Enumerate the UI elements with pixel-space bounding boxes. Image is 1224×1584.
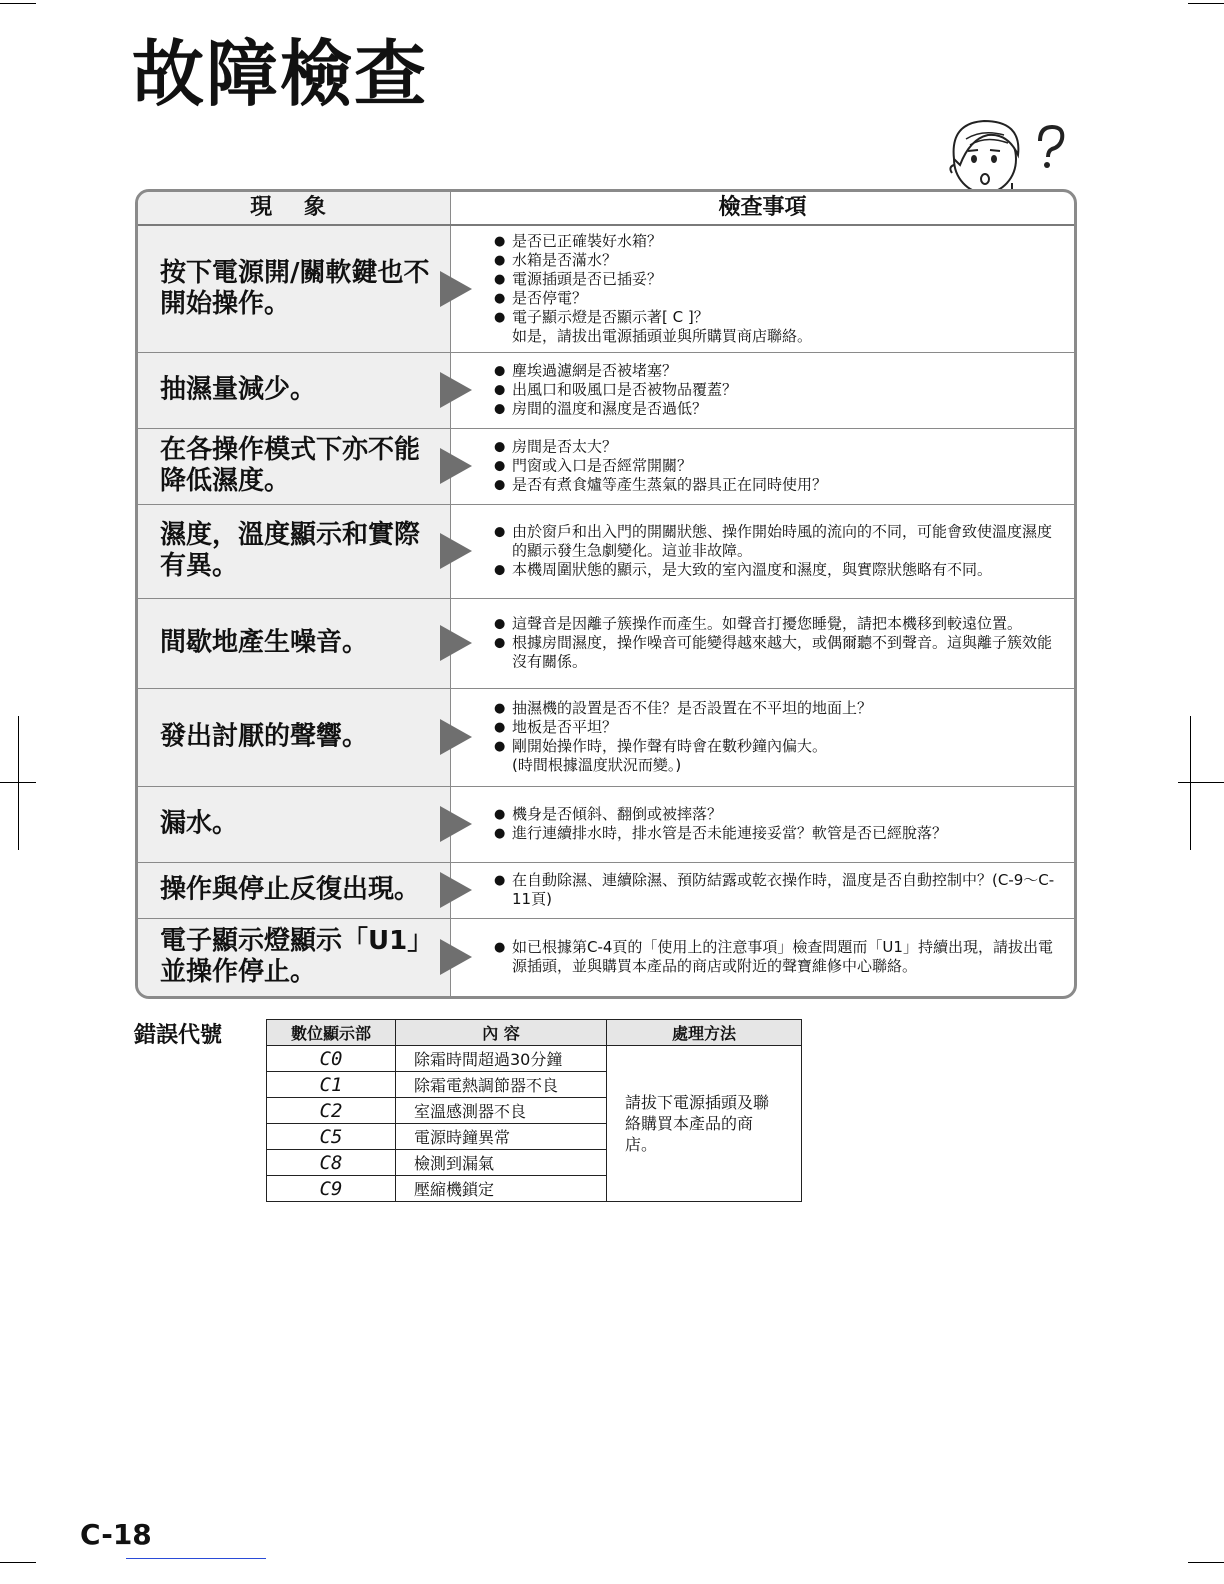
triangle-arrow-icon [440,939,472,975]
table-row [138,786,1074,863]
table-row [138,226,1074,353]
triangle-arrow-icon [440,719,472,755]
error-content: 檢測到漏氣 [396,1150,607,1176]
check-header: 檢查事項 [718,195,807,220]
crop-mark [0,1562,36,1563]
check-item: ● 由於窗戶和出入門的開關狀態、操作開始時風的流向的不同，可能會致使溫度濕度的顯示發生急劇變化。這並非故障。 [494,523,1066,561]
table-row [138,862,1074,919]
symptom-header: 現 象 [250,195,338,220]
error-fix: 請拔下電源插頭及聯絡購買本產品的商店。 [607,1046,802,1202]
symptom-text: 抽濕量減少。 [160,374,317,405]
check-item: ● 房間的溫度和濕度是否過低？ [494,400,1066,419]
error-content: 電源時鐘異常 [396,1124,607,1150]
column-header: 內 容 [396,1020,607,1046]
registration-mark [1178,782,1224,783]
check-item: 如是，請拔出電源插頭並與所購買商店聯絡。 [512,327,813,345]
check-item: ● 是否停電？ [494,289,1066,308]
registration-mark [0,782,36,783]
error-content: 除霜電熱調節器不良 [396,1072,607,1098]
check-item: ● 進行連續排水時，排水管是否未能連接妥當？軟管是否已經脫落？ [494,824,1066,843]
check-item: ● 門窗或入口是否經常開關？ [494,457,1066,476]
triangle-arrow-icon [440,872,472,908]
symptom-text: 按下電源開/關軟鍵也不開始操作。 [160,258,430,319]
table-header [138,192,1074,226]
check-item: ● 是否已正確裝好水箱？ [494,232,1066,251]
triangle-arrow-icon [440,372,472,408]
check-item: ● 機身是否傾斜、翻倒或被摔落？ [494,805,1066,824]
check-item: ● 塵埃過濾網是否被堵塞？ [494,362,1066,381]
table-row [138,688,1074,787]
column-header: 數位顯示部 [267,1020,396,1046]
symptom-text: 電子顯示燈顯示「U1」並操作停止。 [160,926,434,987]
error-code: C0 [267,1046,396,1072]
symptom-text: 漏水。 [160,808,239,839]
check-item: ● 出風口和吸風口是否被物品覆蓋？ [494,381,1066,400]
triangle-arrow-icon [440,806,472,842]
table-header-row [267,1020,802,1046]
triangle-arrow-icon [440,625,472,661]
error-code-table [266,1019,802,1202]
check-list [494,438,1066,495]
error-code-label: 錯誤代號 [134,1023,223,1048]
check-item: ● 水箱是否滿水？ [494,251,1066,270]
check-item: ● 抽濕機的設置是否不佳？是否設置在不平坦的地面上？ [494,699,1066,718]
error-code: C1 [267,1072,396,1098]
symptom-text: 在各操作模式下亦不能降低濕度。 [160,435,421,496]
crop-mark [0,3,36,4]
check-list [494,232,1066,346]
table-row [267,1046,802,1072]
column-header: 處理方法 [607,1020,802,1046]
check-item: ● 是否有煮食爐等產生蒸氣的器具正在同時使用？ [494,476,1066,495]
symptom-text: 濕度，溫度顯示和實際有異。 [160,520,421,581]
symptom-text: 間歇地產生噪音。 [160,627,369,658]
check-item: ● 根據房間濕度，操作噪音可能變得越來越大，或偶爾聽不到聲音。這與離子簇效能沒有關係。 [494,634,1066,672]
check-list [494,699,1066,775]
check-list [494,938,1066,976]
crop-mark [1188,1562,1224,1563]
symptom-text: 發出討厭的聲響。 [160,721,369,752]
check-list [494,362,1066,419]
triangle-arrow-icon [440,271,472,307]
triangle-arrow-icon [440,533,472,569]
error-code: C5 [267,1124,396,1150]
page-title: 故障檢查 [132,32,429,116]
check-list [494,871,1066,909]
check-list [494,805,1066,843]
error-content: 壓縮機鎖定 [396,1176,607,1202]
crop-mark [1188,3,1224,4]
troubleshooting-table [135,189,1077,999]
check-list [494,523,1066,580]
check-item: ● 剛開始操作時，操作聲有時會在數秒鐘內偏大。 [494,737,1066,756]
registration-mark [18,716,19,850]
check-item: ● 本機周圍狀態的顯示，是大致的室內溫度和濕度，與實際狀態略有不同。 [494,561,1066,580]
check-item: ● 電子顯示燈是否顯示著[ C ]？ [494,308,1066,327]
table-row [138,504,1074,599]
check-item: ● 如已根據第C-4頁的「使用上的注意事項」檢查問題而「U1」持續出現，請拔出電源插頭，並與購買本產品的商店或附近的聲寶維修中心聯絡。 [494,938,1066,976]
page-number: C-18 [80,1518,152,1551]
error-content: 除霜時間超過30分鐘 [396,1046,607,1072]
error-code: C9 [267,1176,396,1202]
check-item: ● 房間是否太大？ [494,438,1066,457]
error-code: C8 [267,1150,396,1176]
check-item: (時間根據溫度狀況而變。) [512,756,682,774]
check-item: ● 電源插頭是否已插妥？ [494,270,1066,289]
registration-mark [1190,716,1191,850]
error-content: 室溫感測器不良 [396,1098,607,1124]
check-item: ● 這聲音是因離子簇操作而產生。如聲音打擾您睡覺，請把本機移到較遠位置。 [494,615,1066,634]
table-row [138,352,1074,429]
error-code: C2 [267,1098,396,1124]
footer-rule [126,1558,266,1559]
triangle-arrow-icon [440,448,472,484]
check-item: ● 在自動除濕、連續除濕、預防結露或乾衣操作時，溫度是否自動控制中？(C-9～C-11頁) [494,871,1066,909]
table-row [138,918,1074,996]
check-item: ● 地板是否平坦？ [494,718,1066,737]
table-row [138,428,1074,505]
symptom-text: 操作與停止反復出現。 [160,874,421,905]
check-list [494,615,1066,672]
table-row [138,598,1074,689]
